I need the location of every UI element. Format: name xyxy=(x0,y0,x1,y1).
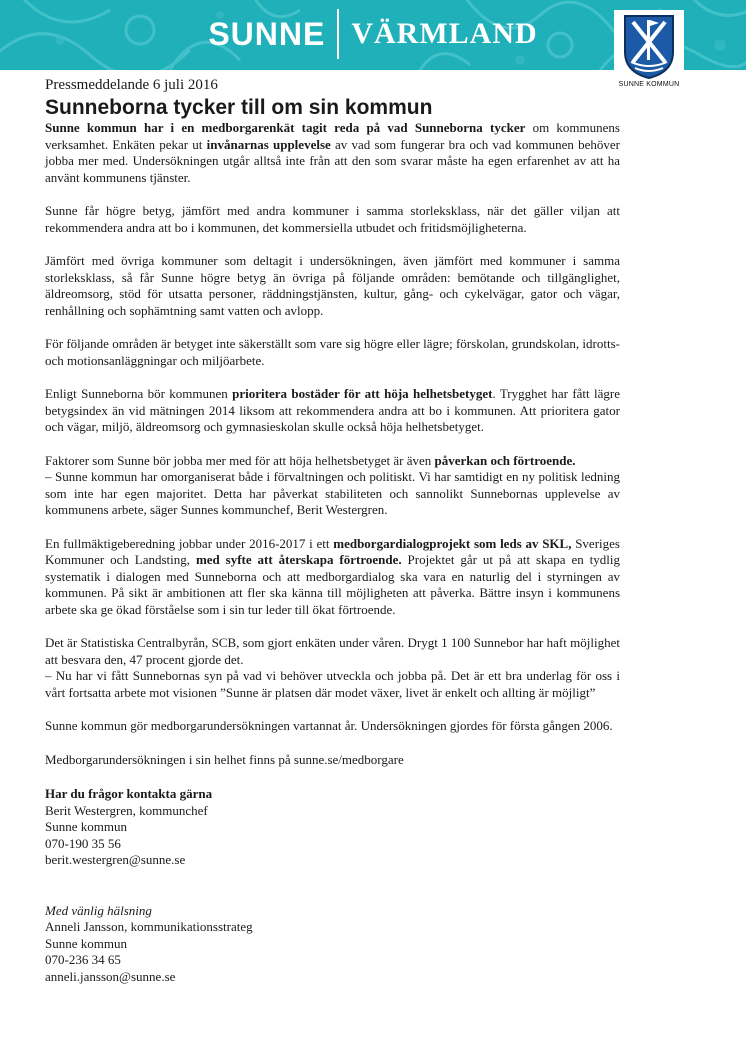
signoff-org: Sunne kommun xyxy=(45,935,127,951)
paragraph-higher-ratings: Sunne får högre betyg, jämfört med andra kommuner i samma storleksklass, när det gäller viljan att rekommendera andra att bo i kommunen, det kommersiella utbudet och fritidsmöjligheterna. xyxy=(45,203,620,235)
contact-heading: Har du frågor kontakta gärna xyxy=(45,786,213,801)
contact-name: Berit Westergren, kommunchef xyxy=(45,802,208,818)
paragraph-frequency: Sunne kommun gör medborgarundersökningen vartannat år. Undersökningen gjordes för första gången 2006. xyxy=(45,718,613,733)
contact-email[interactable]: berit.westergren@sunne.se xyxy=(45,852,186,867)
brand-right: VÄRMLAND xyxy=(351,17,538,50)
priorities-bold: prioritera bostäder för att höja helhetsbetyget xyxy=(232,386,493,401)
scb-text: Det är Statistiska Centralbyrån, SCB, som gjort enkäten under våren. Drygt 1 100 Sunnebor har haft möjlighet att besvara den, 47 procent gjorde det. xyxy=(45,635,620,667)
project-bold-2: med syfte att återskapa förtroende. xyxy=(195,552,402,567)
paragraph-intro xyxy=(45,120,620,186)
intro-bold-1: Sunne kommun har i en medborgarenkät tagit reda på vad Sunneborna tycker xyxy=(45,120,526,135)
paragraph-scb xyxy=(45,635,620,701)
priorities-text-1: Enligt Sunneborna bör kommunen xyxy=(45,386,233,401)
intro-text-1: om kommunens verksamhet. Enkäten pekar ut xyxy=(45,120,620,152)
page-title: Sunneborna tycker till om sin kommun xyxy=(45,96,433,119)
project-bold-1: medborgardialogprojekt som leds av SKL, xyxy=(333,535,572,551)
brand-left: SUNNE xyxy=(208,15,326,52)
factors-bold: påverkan och förtroende. xyxy=(434,452,576,468)
date-line: Pressmeddelande 6 juli 2016 xyxy=(45,77,218,93)
project-text-1: En fullmäktigeberedning jobbar under 2016-2017 i ett xyxy=(45,535,334,551)
signoff-greeting: Med vänlig hälsning xyxy=(45,902,152,918)
contact-org: Sunne kommun xyxy=(45,819,127,834)
project-text-3: Projektet går ut på att skapa en tydlig systematik i dialogen med Sunneborna och att medborgardialog ska vara en naturlig del i styrningen av kommunen. På sikt är ambitionen att fler ska känna till möjligheten att påverka. Bättre insyn i kommunens arbete ska ge ökad förståelse som i sin tur leder till ökat förtroende. xyxy=(45,552,620,617)
signoff-name: Anneli Jansson, kommunikationsstrateg xyxy=(45,919,253,934)
contact-block xyxy=(45,786,620,869)
factors-quote: – Sunne kommun har omorganiserat både i förvaltningen och politiskt. Vi har samtidigt en ny politisk ledning som inte har egen majoritet. Detta har påverkat stabiliteten och sannolikt Sunnebornas upplevelse av kommunens arbete, säger Sunnes kommunchef, Berit Westergren. xyxy=(45,469,620,517)
paragraph-uncertain: För följande områden är betyget inte säkerställt som vare sig högre eller lägre; förskolan, grundskolan, idrotts- och motionsanläggningar och miljöarbete. xyxy=(45,336,620,368)
scb-quote: – Nu har vi fått Sunnebornas syn på vad vi behöver utveckla och jobba på. Det är ett bra underlag för oss i vårt fortsatta arbete mot visionen ”Sunne är platsen där modet växer, livet är enkelt och allting är möjligt” xyxy=(45,668,620,700)
factors-text-1: Faktorer som Sunne bör jobba mer med för att höja helhetsbetyget är även xyxy=(45,452,435,468)
press-release xyxy=(45,76,620,985)
paragraph-project xyxy=(45,536,620,619)
paragraph-priorities xyxy=(45,386,620,436)
signoff-phone: 070-236 34 65 xyxy=(45,952,121,967)
priorities-text-2: . Trygghet har fått lägre betygsindex än vid mätningen 2014 liksom att rekommendera andra att bo i kommunen. Att prioritera gator och vägar, miljö, äldreomsorg och gymnasieskolan skulle också höja helhetsbetyget. xyxy=(45,386,620,434)
project-text-2: Sveriges Kommuner och Landsting, xyxy=(45,535,620,567)
paragraph-comparison: Jämfört med övriga kommuner som deltagit i undersökningen, även jämfört med kommuner i samma storleksklass, så får Sunne högre betyg än övriga på följande områden: bemötande och tillgänglighet, äldreomsorg, stöd för utsatta personer, räddningstjänsten, kultur, gång- och cykelvägar, gator och vägar, renhållning och sophämtning samt vatten och avlopp. xyxy=(45,253,620,318)
signoff-email[interactable]: anneli.jansson@sunne.se xyxy=(45,968,176,984)
intro-bold-2: invånarnas upplevelse xyxy=(206,136,331,152)
contact-phone: 070-190 35 56 xyxy=(45,835,121,851)
municipal-logo xyxy=(614,10,684,92)
logo-caption: SUNNE KOMMUN xyxy=(618,81,680,88)
signoff-block xyxy=(45,903,620,986)
brand-divider xyxy=(337,9,339,59)
paragraph-link: Medborgarundersökningen i sin helhet finns på sunne.se/medborgare xyxy=(45,751,404,767)
paragraph-factors xyxy=(45,453,620,519)
coat-of-arms-icon xyxy=(619,12,679,80)
intro-text-2: av vad som fungerar bra och vad kommunen behöver jobba mer med. Undersökningen utgår alltså inte från att den som svarar måste ha egen erfarenhet av att ha använt kommunens tjänster. xyxy=(45,136,621,185)
